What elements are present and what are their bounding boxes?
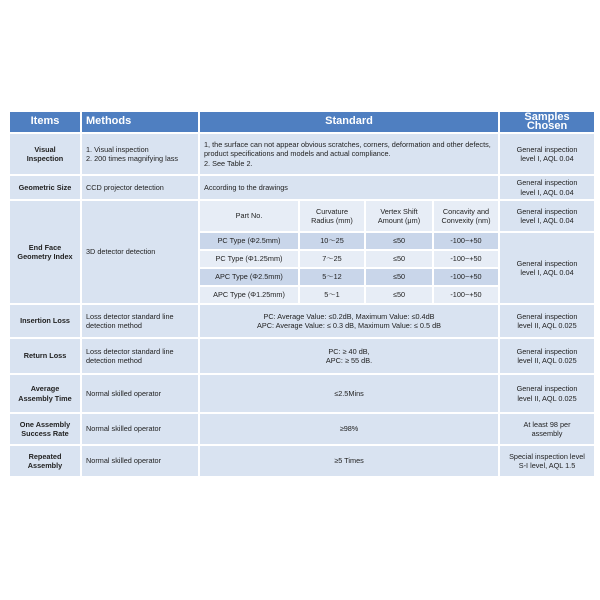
samples-line: level I, AQL 0.04	[520, 187, 574, 197]
method-cell: CCD projector detection	[82, 176, 198, 199]
item-line: Inspection	[26, 154, 64, 163]
subheader-line: Radius (mm)	[311, 216, 353, 225]
item-line: Average	[30, 384, 60, 393]
curvature-cell: 5～1	[300, 287, 364, 303]
samples-line: General inspection	[516, 384, 578, 393]
samples-cell	[500, 201, 594, 231]
header-row	[10, 112, 594, 132]
item-line: Repeated	[28, 451, 62, 461]
standard-line: APC: Average Value: ≤ 0.3 dB, Maximum Value: ≤ 0.5 dB	[256, 321, 442, 330]
item-cell	[10, 134, 80, 174]
method-line: Loss detector standard line	[86, 346, 174, 356]
header-items: Items	[10, 112, 80, 132]
samples-cell	[500, 414, 594, 444]
concavity-cell: -100~+50	[434, 233, 498, 249]
subheader-vertex-shift	[366, 201, 432, 231]
item-line: Assembly Time	[18, 393, 72, 403]
samples-cell	[500, 339, 594, 373]
row-end-face-subheader	[10, 201, 594, 231]
standard-line: PC: Average Value: ≤0.2dB, Maximum Value: ≤0.4dB	[263, 311, 435, 321]
part-no-cell: PC Type (Φ1.25mm)	[200, 251, 298, 267]
method-cell	[82, 134, 198, 174]
curvature-cell: 7～25	[300, 251, 364, 267]
standard-cell	[200, 339, 498, 373]
item-cell	[10, 414, 80, 444]
samples-line: level I, AQL 0.04	[520, 268, 574, 277]
samples-line: level II, AQL 0.025	[517, 321, 577, 330]
item-cell: Insertion Loss	[10, 305, 80, 337]
samples-cell	[500, 134, 594, 174]
item-cell	[10, 446, 80, 476]
standard-cell: ≤2.5Mins	[200, 375, 498, 412]
method-cell	[82, 305, 198, 337]
part-no-cell: APC Type (Φ1.25mm)	[200, 287, 298, 303]
samples-line: General inspection	[516, 178, 578, 187]
samples-line: General inspection	[516, 346, 578, 356]
samples-cell	[500, 305, 594, 337]
item-line: Geometry Index	[17, 252, 73, 261]
item-cell: Return Loss	[10, 339, 80, 373]
method-line: 2. 200 times magnifying lass	[86, 154, 179, 163]
vertex-shift-cell: ≤50	[366, 233, 432, 249]
samples-line: General inspection	[516, 311, 578, 321]
standard-cell: ≥98%	[200, 414, 498, 444]
row-repeated-assembly	[10, 446, 594, 476]
item-line: Assembly	[27, 461, 63, 470]
curvature-cell: 10～25	[300, 233, 364, 249]
samples-line: level I, AQL 0.04	[520, 216, 574, 225]
samples-line: General inspection	[516, 206, 578, 216]
method-cell: Normal skilled operator	[82, 414, 198, 444]
row-one-assembly-success-rate	[10, 414, 594, 444]
concavity-cell: -100~+50	[434, 251, 498, 267]
method-line: detection method	[86, 321, 142, 330]
subheader-line: Concavity and	[442, 206, 490, 216]
subheader-line: Vertex Shift	[380, 206, 418, 216]
samples-cell	[500, 446, 594, 476]
item-line: End Face	[28, 242, 62, 252]
row-insertion-loss	[10, 305, 594, 337]
subheader-concavity	[434, 201, 498, 231]
subheader-line: Curvature	[315, 206, 349, 216]
samples-line: Special inspection level	[509, 451, 585, 461]
samples-line: At least 98 per	[523, 419, 571, 429]
part-no-cell: APC Type (Φ2.5mm)	[200, 269, 298, 285]
curvature-cell: 5～12	[300, 269, 364, 285]
samples-line: level I, AQL 0.04	[520, 154, 574, 163]
samples-cell	[500, 176, 594, 199]
item-cell	[10, 201, 80, 303]
samples-line: General inspection	[516, 144, 578, 154]
standard-line: PC: ≥ 40 dB,	[328, 346, 370, 356]
method-line: 1. Visual inspection	[86, 144, 149, 154]
inspection-table	[8, 110, 596, 478]
vertex-shift-cell: ≤50	[366, 287, 432, 303]
samples-line: level II, AQL 0.025	[517, 393, 577, 403]
item-line: Success Rate	[21, 429, 69, 438]
method-cell: Normal skilled operator	[82, 375, 198, 412]
inspection-table-container	[8, 110, 592, 478]
method-cell: Normal skilled operator	[82, 446, 198, 476]
item-cell	[10, 375, 80, 412]
vertex-shift-cell: ≤50	[366, 251, 432, 267]
item-cell: Geometric Size	[10, 176, 80, 199]
concavity-cell: -100~+50	[434, 269, 498, 285]
row-geometric-size	[10, 176, 594, 199]
samples-line: level II, AQL 0.025	[517, 356, 577, 365]
row-visual-inspection	[10, 134, 594, 174]
row-return-loss	[10, 339, 594, 373]
standard-line: APC: ≥ 55 dB.	[325, 356, 373, 365]
standard-cell: According to the drawings	[200, 176, 498, 199]
part-no-cell: PC Type (Φ2.5mm)	[200, 233, 298, 249]
row-average-assembly-time	[10, 375, 594, 412]
subheader-curvature	[300, 201, 364, 231]
standard-line: 2. See Table 2.	[204, 158, 253, 168]
header-standard: Standard	[200, 112, 498, 132]
samples-cell	[500, 375, 594, 412]
item-line: Visual	[34, 144, 56, 154]
subheader-line: Part No.	[235, 211, 263, 221]
subheader-line: Amount (μm)	[377, 216, 421, 225]
item-line: One Assembly	[19, 419, 71, 429]
vertex-shift-cell: ≤50	[366, 269, 432, 285]
header-samples-chosen: Samples Chosen	[500, 112, 594, 132]
samples-line: assembly	[531, 429, 563, 438]
header-methods: Methods	[82, 112, 198, 132]
samples-cell	[500, 233, 594, 303]
subheader-part-no	[200, 201, 298, 231]
standard-cell	[200, 134, 498, 174]
concavity-cell: -100~+50	[434, 287, 498, 303]
method-line: Loss detector standard line	[86, 311, 174, 321]
method-line: detection method	[86, 356, 142, 365]
samples-line: General inspection	[516, 258, 578, 268]
subheader-line: Convexity (nm)	[441, 216, 491, 225]
standard-line: 1, the surface can not appear obvious scratches, corners, deformation and other defects, product specifications and models and actual compliance.	[204, 139, 491, 159]
standard-cell: ≥5 Times	[200, 446, 498, 476]
method-cell	[82, 339, 198, 373]
standard-cell	[200, 305, 498, 337]
samples-line: S-I level, AQL 1.5	[518, 461, 576, 470]
method-cell: 3D detector detection	[82, 201, 198, 303]
